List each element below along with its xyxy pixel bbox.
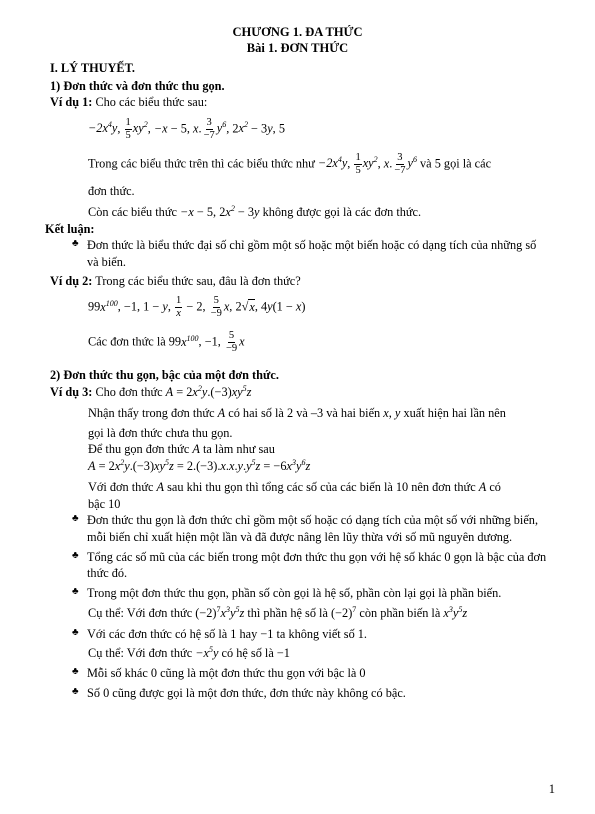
- club-bullet-icon: ♣: [72, 586, 79, 598]
- example-1-explanation: Trong các biểu thức trên thì các biểu thức như $-2x^4y$, $\frac{1}{5}$ $xy^2$, x. $\frac{3}{-7}$ $y^6$ và 5 gọi là các: [88, 152, 492, 177]
- bullet-nonzero-number: ♣ Mỗi số khác 0 cũng là một đơn thức thu gọn với bậc là 0: [72, 665, 366, 680]
- example-2-intro: Ví dụ 2: Trong các biểu thức sau, đâu là đơn thức?: [50, 273, 301, 288]
- club-bullet-icon: ♣: [72, 513, 79, 525]
- bullet-degree: ♣ Tổng các số mũ của các biến trong một đơn thức thu gọn với hệ số khác 0 gọn là bậc của đơn thức đó.: [72, 549, 547, 581]
- example-2-answer: Các đơn thức là $99x^{100}$, −1, $\frac{5}{-9}$ x: [88, 330, 245, 355]
- chapter-title: CHƯƠNG 1. ĐA THỨC: [232, 25, 363, 39]
- club-bullet-icon: ♣: [72, 626, 79, 638]
- bullet-coefficient-one: ♣ Với các đơn thức có hệ số là 1 hay −1 ta không viết số 1.: [72, 626, 368, 641]
- bullet-zero-number: ♣ Số 0 cũng được gọi là một đơn thức, đơn thức này không có bậc.: [72, 685, 406, 700]
- example-3-paragraph-1-cont: gọi là đơn thức chưa thu gọn.: [88, 425, 233, 440]
- example-1-non-monomials: Còn các biểu thức −x − 5, $2x^2 - 3y$ không được gọi là các đơn thức.: [88, 203, 422, 219]
- lesson-title: Bài 1. ĐƠN THỨC: [246, 41, 349, 55]
- bullet-reduced-monomial: ♣ Đơn thức thu gọn là đơn thức chỉ gồm một số hoặc có dạng tích của một số với những biến, mỗi biến chỉ xuất hiện một lần và đã được nâng lên lũy thừa với số mũ nguyên dương.: [72, 513, 539, 544]
- example-3-paragraph-2: Để thu gọn đơn thức A ta làm như sau: [88, 442, 275, 457]
- example-3-paragraph-3-cont: bậc 10: [88, 496, 121, 511]
- subsection-1-title: 1) Đơn thức và đơn thức thu gọn.: [50, 78, 225, 93]
- example-1-intro: Ví dụ 1: Cho các biểu thức sau:: [50, 95, 208, 110]
- conclusion-label: Kết luận:: [45, 221, 95, 236]
- section-title: I. LÝ THUYẾT.: [50, 61, 135, 75]
- example-1-expressions: $-2x^4y$, $\frac{1}{5}$ $xy^2$, −x − 5, x. $\frac{3}{-7}$ $y^6$, $2x^2 - 3y$, 5: [88, 117, 285, 142]
- bullet-coefficient-example: Cụ thể: Với đơn thức $(-2)^7x^3y^5z$ thì phần hệ số là $(-2)^7$ còn phần biến là $x^3y^5z$: [88, 604, 468, 620]
- example-3-paragraph-3: Với đơn thức A sau khi thu gọn thì tổng các số của các biến là 10 nên đơn thức A có: [88, 479, 501, 494]
- page-header: [0, 24, 595, 56]
- club-bullet-icon: ♣: [72, 549, 79, 561]
- club-bullet-icon: ♣: [72, 238, 79, 250]
- club-bullet-icon: ♣: [72, 665, 79, 677]
- example-2-expressions: $99x^{100}$, −1, 1 − y, $\frac{1}{x}$ − 2, $\frac{5}{-9}$ x, 2√x, 4y(1 − x): [88, 295, 306, 320]
- page-number: 1: [548, 782, 555, 796]
- bullet-coefficient: ♣ Trong một đơn thức thu gọn, phần số còn gọi là hệ số, phần còn lại gọi là phần biến.: [72, 586, 502, 601]
- bullet-coefficient-one-example: Cụ thể: Với đơn thức $-x^5y$ có hệ số là −1: [88, 645, 290, 661]
- subsection-2-title: 2) Đơn thức thu gọn, bậc của một đơn thức.: [50, 368, 279, 383]
- example-3-paragraph-1: Nhận thấy trong đơn thức A có hai số là 2 và –3 và hai biến x, y xuất hiện hai lần nên: [88, 405, 506, 420]
- conclusion-bullet: ♣ Đơn thức là biểu thức đại số chỉ gồm một số hoặc một biến hoặc có dạng tích của những số và biến.: [72, 238, 537, 270]
- club-bullet-icon: ♣: [72, 685, 79, 697]
- main-content: [45, 60, 550, 701]
- example-1-explanation-cont: đơn thức.: [88, 184, 135, 199]
- example-3-computation: $A = 2x^2y.(-3)xy^5z = 2.(-3).x.x.y.y^5z = -6x^3y^6z$: [88, 458, 311, 474]
- example-3-intro: Ví dụ 3: Cho đơn thức $A = 2x^2y.(-3)xy^5z$: [50, 384, 252, 400]
